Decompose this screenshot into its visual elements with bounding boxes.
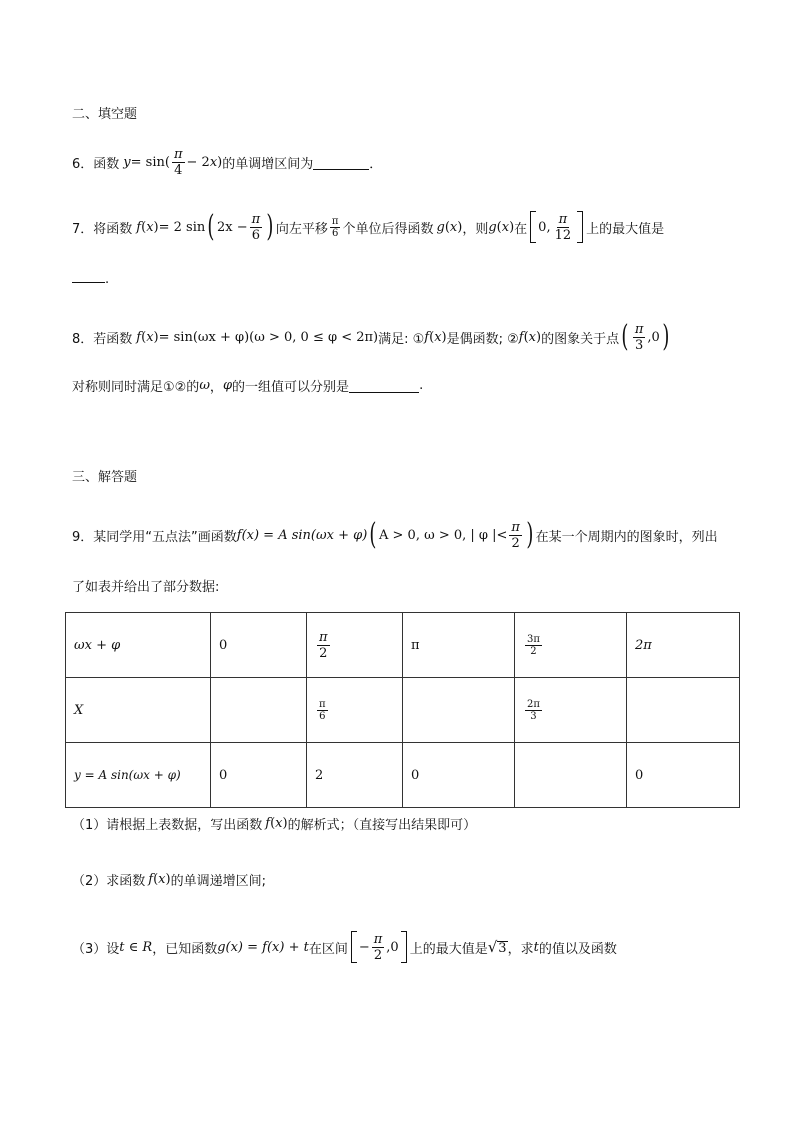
sqrt-3: √ 3 (487, 938, 507, 956)
table-cell: $\frac{\pi}{6}$ (307, 678, 403, 743)
question-7: 7． 将函数 f ( x ) = 2 sin ( 2x − $\frac{\pi}{6}$ ) 向左平移 $\frac{\pi}{6}$ 个单位后得函数 g ( x ) ，则 g ( x ) 在 0, $\frac{\pi}{12}$ 上的最大值是 (72, 209, 665, 244)
q6-rparen: ) (217, 154, 223, 170)
table-cell: 0 (211, 743, 307, 808)
q7-zero: 0, (538, 219, 551, 235)
q8-text: 若函数 (93, 331, 133, 347)
table-cell: $\frac{\pi}{2}$ (307, 613, 403, 678)
q7-frac-2: $\frac{\pi}{6}$ (331, 215, 339, 239)
q6-sin: = sin( (130, 154, 170, 170)
table-cell: π (403, 613, 515, 678)
question-9: 9． 某同学用“五点法”画函数 f(x) = A sin(ωx + φ) ( A > 0, ω > 0, | φ |< $\frac{\pi}{2}$ ) 在某一个周期内的图象时，列出 (72, 517, 718, 552)
q9-number: 9． (72, 529, 94, 545)
q8-text2: 满足: ① (378, 331, 425, 347)
q7-eq2sin: = 2 sin (158, 219, 206, 235)
q7-f: f (136, 219, 142, 235)
table-cell: $\frac{3\pi}{2}$ (515, 613, 627, 678)
q6-x: x (209, 154, 218, 170)
q7-frac-1: $\frac{\pi}{6}$ (251, 211, 261, 243)
question-9-line-2: 了如表并给出了部分数据: (72, 580, 220, 595)
q8-frac: $\frac{\pi}{3}$ (634, 321, 644, 353)
q8-text3: 是偶函数; ② (446, 331, 519, 347)
q6-y: y (123, 154, 131, 170)
table-cell: 2π (627, 613, 740, 678)
q7-text3: 个单位后得函数 (342, 221, 434, 237)
q9-sub-3: （3）设 t ∈ R ，已知函数 g(x) = f(x) + t 在区间 − $\frac{\pi}{2}$ ,0 上的最大值是 √ 3 ，求 t 的值以及函数 (72, 931, 617, 963)
table-cell: 0 (211, 613, 307, 678)
q6-answer-blank[interactable] (313, 155, 369, 170)
q7-text6: 上的最大值是 (586, 221, 665, 237)
q7-answer-line: . (72, 268, 109, 287)
q7-number: 7． (72, 221, 94, 237)
q8-answer-blank[interactable] (349, 378, 419, 393)
q9-frac: $\frac{\pi}{2}$ (511, 519, 520, 551)
table-row (66, 743, 740, 808)
q6-frac: $\frac{\pi}{4}$ (173, 146, 183, 178)
q7-2x: 2x − (216, 219, 248, 235)
q7-x: x (146, 219, 154, 235)
q9-text: 某同学用“五点法”画函数 (93, 529, 237, 545)
section-title-answer: 三、解答题 (72, 470, 138, 485)
q7-answer-blank[interactable] (72, 268, 105, 283)
section-title-fill: 二、填空题 (72, 107, 138, 122)
table-cell: y = A sin(ωx + φ) (66, 743, 211, 808)
q9-condition: A > 0, ω > 0, | φ |< (379, 527, 508, 543)
five-point-table (65, 612, 740, 808)
q8-number: 8． (72, 331, 94, 347)
q6-number: 6． (72, 156, 94, 172)
table-cell (627, 678, 740, 743)
q8-omega: ω (199, 378, 210, 393)
table-cell: 0 (403, 743, 515, 808)
table-cell (211, 678, 307, 743)
q6-text2: 的单调增区间为 (222, 156, 314, 172)
table-cell (403, 678, 515, 743)
q8-eq: = sin(ωx + φ)(ω > 0, 0 ≤ φ < 2π) (158, 329, 379, 345)
table-cell: 2 (307, 743, 403, 808)
q9-sub-1: （1）请根据上表数据，写出函数 f ( x ) 的解析式；（直接写出结果即可） (72, 816, 477, 833)
table-row (66, 678, 740, 743)
q8-text4: 的图象关于点 (541, 331, 620, 347)
q7-text4: ，则 (462, 221, 489, 237)
q6-text: 函数 (93, 156, 120, 172)
table-cell: ωx + φ (66, 613, 211, 678)
q6-end: ． (369, 156, 383, 172)
q7-text2: 向左平移 (275, 221, 328, 237)
question-6 (72, 142, 382, 182)
table-cell: X (66, 678, 211, 743)
question-8-line-2: 对称则同时满足①②的 ω ， φ 的一组值可以分别是 . (72, 378, 424, 395)
q7-frac-3: $\frac{\pi}{12}$ (554, 211, 572, 243)
table-cell: 0 (627, 743, 740, 808)
q9-function: f(x) = A sin(ωx + φ) (236, 527, 368, 543)
q9-sub-2: （2）求函数 f ( x ) 的单调递增区间; (72, 872, 266, 889)
q9-sub3-frac: $\frac{\pi}{2}$ (373, 931, 383, 963)
q9-text2: 在某一个周期内的图象时，列出 (535, 529, 718, 545)
table-cell (515, 743, 627, 808)
q8-phi: φ (222, 378, 233, 393)
question-8: 8． 若函数 f ( x ) = sin(ωx + φ)(ω > 0, 0 ≤ φ < 2π) 满足: ① f ( x ) 是偶函数; ② f ( x ) 的图象关于点 ( $\frac{\pi}{3}$ ,0 ) (72, 319, 670, 354)
q7-text5: 在 (514, 221, 528, 237)
q6-minus: − 2 (186, 154, 210, 170)
q7-text: 将函数 (93, 221, 133, 237)
q7-g: g (436, 219, 445, 235)
table-cell: $\frac{2\pi}{3}$ (515, 678, 627, 743)
table-row (66, 613, 740, 678)
